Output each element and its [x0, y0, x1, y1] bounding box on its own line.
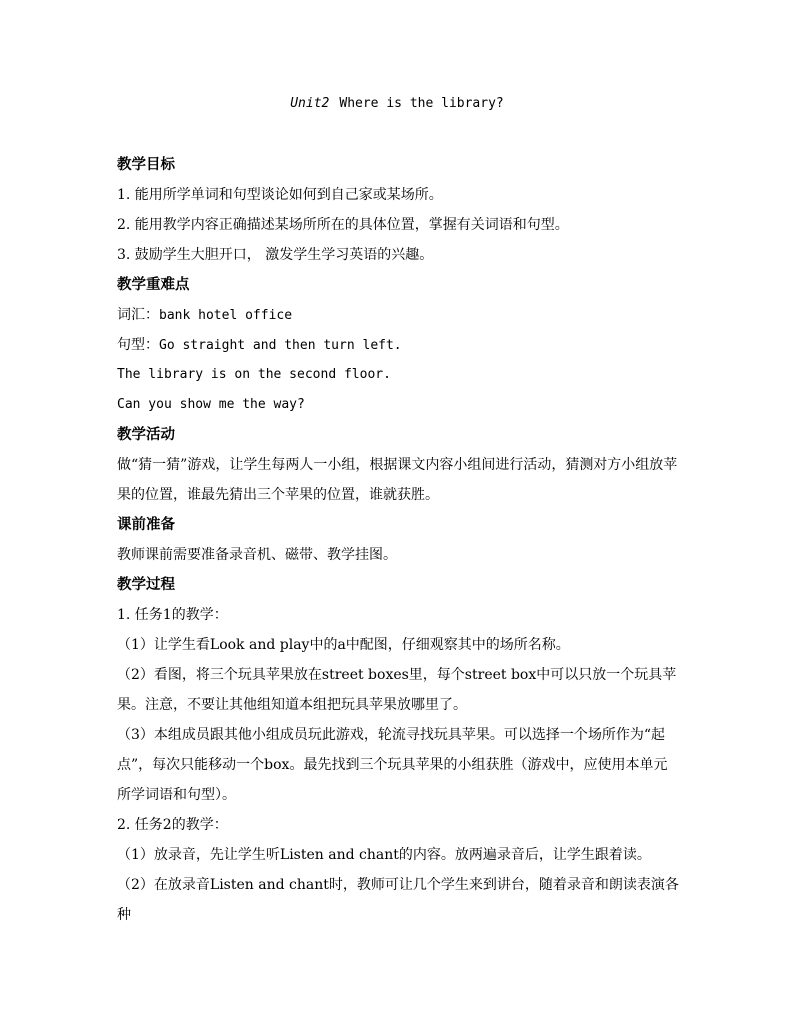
- task2-heading: 2. 任务2的教学：: [117, 817, 228, 833]
- vocabulary-words: bank hotel office: [159, 308, 293, 323]
- document-title: [0, 96, 794, 111]
- activity-text: 做“猜一猜”游戏，让学生每两人一小组，根据课文内容小组间进行活动，猜测对方小组放苹果的位置，谁最先猜出三个苹果的位置，谁就获胜。: [117, 457, 678, 503]
- activity-heading: 教学活动: [117, 427, 175, 443]
- preparation-text: 教师课前需要准备录音机、磁带、教学挂图。: [117, 547, 397, 563]
- title-text: Where is the library?: [339, 96, 504, 111]
- title-unit: Unit2: [290, 96, 330, 111]
- goal-item-1: 1. 能用所学单词和句型谈论如何到自己家或某场所。: [117, 187, 443, 203]
- key-points-heading: 教学重难点: [117, 277, 190, 293]
- document-body: [117, 150, 697, 930]
- task1-step-3: （3）本组成员跟其他小组成员玩此游戏，轮流寻找玩具苹果。可以选择一个场所作为“起点”，每次只能移动一个box。最先找到三个玩具苹果的小组获胜（游戏中，应使用本单元所学词语和句型）。: [117, 727, 668, 803]
- task1-heading: 1. 任务1的教学：: [117, 607, 228, 623]
- task2-step-2: （2）在放录音Listen and chant时，教师可让几个学生来到讲台，随着录音和朗读表演各种: [117, 877, 679, 923]
- vocabulary-label: 词汇：: [117, 307, 159, 323]
- goal-item-2: 2. 能用教学内容正确描述某场所所在的具体位置，掌握有关词语和句型。: [117, 217, 569, 233]
- process-heading: 教学过程: [117, 577, 175, 593]
- sentence-pattern-line: [117, 330, 697, 360]
- sentence-pattern-label: 句型：: [117, 337, 159, 353]
- goals-heading: 教学目标: [117, 157, 175, 173]
- task2-step-1: （1）放录音，先让学生听Listen and chant的内容。放两遍录音后，让学生跟着读。: [117, 847, 651, 863]
- sentence-pattern-3: Can you show me the way?: [117, 397, 305, 412]
- preparation-heading: 课前准备: [117, 517, 175, 533]
- sentence-pattern-1: Go straight and then turn left.: [159, 338, 402, 353]
- vocabulary-line: [117, 300, 697, 330]
- task1-step-2: （2）看图，将三个玩具苹果放在street boxes里，每个street box中可以只放一个玩具苹果。注意，不要让其他组知道本组把玩具苹果放哪里了。: [117, 667, 677, 713]
- sentence-pattern-2: The library is on the second floor.: [117, 367, 391, 382]
- task1-step-1: （1）让学生看Look and play中的a中配图，仔细观察其中的场所名称。: [117, 637, 570, 653]
- goal-item-3: 3. 鼓励学生大胆开口， 激发学生学习英语的兴趣。: [117, 247, 434, 263]
